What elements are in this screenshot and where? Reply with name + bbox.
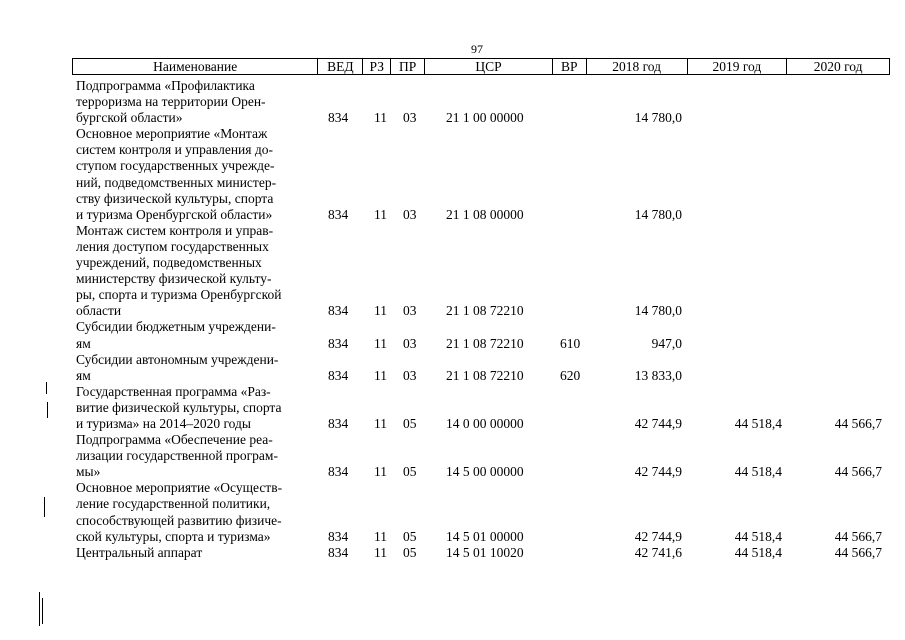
row-name-line: бургской области» [76, 110, 183, 126]
scan-mark [42, 598, 43, 624]
row-name-line: терроризма на территории Орен- [76, 94, 266, 110]
cell-csr: 14 0 00 00000 [446, 416, 524, 432]
row-values [76, 207, 890, 223]
cell-csr: 14 5 01 10020 [446, 544, 524, 560]
cell-rz: 11 [374, 528, 387, 544]
header-2020: 2020 год [813, 59, 863, 74]
table-row [76, 78, 890, 126]
cell-ved: 834 [328, 544, 349, 560]
cell-pr: 03 [403, 110, 417, 126]
row-name-line: Центральный аппарат [76, 544, 203, 560]
row-name-line: ний, подведомственных министер- [76, 174, 277, 190]
cell-ved: 834 [328, 110, 349, 126]
scan-mark [46, 382, 47, 394]
row-name-line: области [76, 303, 122, 319]
scan-mark [44, 497, 45, 517]
cell-rz: 11 [374, 464, 387, 480]
table-row [76, 319, 890, 351]
cell-y2019: 44 518,4 [734, 416, 782, 432]
cell-pr: 05 [403, 528, 417, 544]
cell-y2018: 42 744,9 [634, 528, 682, 544]
row-values [76, 368, 890, 384]
cell-pr: 05 [403, 416, 417, 432]
cell-y2018: 14 780,0 [634, 303, 682, 319]
cell-ved: 834 [328, 303, 349, 319]
row-name-line: Подпрограмма «Профилактика [76, 78, 255, 93]
table-row [76, 126, 890, 223]
row-name-line: Государственная программа «Раз- [76, 383, 271, 399]
row-name-line: ству физической культуры, спорта [76, 190, 274, 206]
row-values [76, 416, 890, 432]
cell-csr: 21 1 08 72210 [446, 367, 524, 383]
header-name: Наименование [73, 59, 318, 74]
cell-ved: 834 [328, 464, 349, 480]
cell-y2018: 13 833,0 [634, 367, 682, 383]
cell-y2019: 44 518,4 [734, 544, 782, 560]
cell-pr: 03 [403, 367, 417, 383]
cell-pr: 03 [403, 206, 417, 222]
cell-rz: 11 [374, 544, 387, 560]
cell-csr: 14 5 00 00000 [446, 464, 524, 480]
table-row [76, 384, 890, 432]
cell-pr: 05 [403, 544, 417, 560]
cell-y2019: 44 518,4 [734, 528, 782, 544]
row-name-line: лизации государственной програм- [76, 448, 278, 464]
cell-vr: 620 [560, 367, 581, 383]
row-name-line: Подпрограмма «Обеспечение реа- [76, 432, 273, 448]
row-name-line: и туризма Оренбургской области» [76, 206, 273, 222]
cell-ved: 834 [328, 528, 349, 544]
cell-csr: 14 5 01 00000 [446, 528, 524, 544]
cell-rz: 11 [374, 335, 387, 351]
row-values [76, 110, 890, 126]
row-values [76, 303, 890, 319]
cell-ved: 834 [328, 335, 349, 351]
cell-csr: 21 1 08 00000 [446, 206, 524, 222]
table-row [76, 352, 890, 384]
cell-y2020: 44 566,7 [834, 464, 882, 480]
header-ved: ВЕД [318, 59, 363, 74]
table-row [76, 545, 890, 561]
table-row [76, 432, 890, 480]
cell-rz: 11 [374, 303, 387, 319]
row-name-line: витие физической культуры, спорта [76, 399, 282, 415]
cell-rz: 11 [374, 206, 387, 222]
row-name-line: Субсидии автономным учреждени- [76, 351, 279, 367]
page-number: 97 [471, 42, 483, 56]
row-name-line: систем контроля и управления до- [76, 142, 273, 158]
cell-rz: 11 [374, 110, 387, 126]
cell-pr: 03 [403, 335, 417, 351]
cell-csr: 21 1 08 72210 [446, 335, 524, 351]
row-name-line: способствующей развитию физиче- [76, 512, 282, 528]
row-name-line: министерству физической культу- [76, 271, 272, 287]
row-name-line: Основное мероприятие «Монтаж [76, 126, 268, 142]
header-rz: РЗ [363, 59, 391, 74]
cell-rz: 11 [374, 367, 387, 383]
cell-ved: 834 [328, 367, 349, 383]
cell-y2020: 44 566,7 [834, 544, 882, 560]
row-values [76, 545, 890, 561]
row-name-line: мы» [76, 464, 101, 480]
cell-vr: 610 [560, 335, 581, 351]
row-values [76, 529, 890, 545]
header-2019: 2019 год [688, 59, 788, 74]
scan-mark [39, 592, 40, 626]
row-name-line: ям [76, 335, 91, 351]
header-vr: ВР [553, 59, 587, 74]
cell-y2018: 14 780,0 [634, 110, 682, 126]
row-name-line: ям [76, 367, 91, 383]
cell-y2020: 44 566,7 [834, 528, 882, 544]
row-name-line: ской культуры, спорта и туризма» [76, 528, 271, 544]
cell-pr: 03 [403, 303, 417, 319]
table-body [76, 78, 890, 561]
header-2018: 2018 год [587, 59, 688, 74]
cell-pr: 05 [403, 464, 417, 480]
cell-rz: 11 [374, 416, 387, 432]
header-pr: ПР [391, 59, 425, 74]
cell-y2018: 42 744,9 [634, 416, 682, 432]
cell-y2018: 42 744,9 [634, 464, 682, 480]
cell-csr: 21 1 00 00000 [446, 110, 524, 126]
row-name-line: ления доступом государственных [76, 238, 269, 254]
row-name-line: учреждений, подведомственных [76, 255, 262, 271]
table-header [72, 58, 890, 75]
cell-y2018: 42 741,6 [634, 544, 682, 560]
row-values [76, 464, 890, 480]
scan-mark [47, 402, 48, 418]
row-name-line: ры, спорта и туризма Оренбургской [76, 287, 282, 303]
row-name-line: ление государственной политики, [76, 496, 271, 512]
cell-y2018: 947,0 [651, 335, 682, 351]
header-csr: ЦСР [425, 59, 553, 74]
cell-y2019: 44 518,4 [734, 464, 782, 480]
cell-csr: 21 1 08 72210 [446, 303, 524, 319]
row-name-line: Монтаж систем контроля и управ- [76, 222, 274, 238]
row-values [76, 336, 890, 352]
row-name-line: и туризма» на 2014–2020 годы [76, 415, 251, 431]
row-name-line: Основное мероприятие «Осуществ- [76, 480, 283, 496]
row-name-line: ступом государственных учрежде- [76, 158, 275, 174]
cell-y2020: 44 566,7 [834, 416, 882, 432]
cell-ved: 834 [328, 206, 349, 222]
cell-ved: 834 [328, 416, 349, 432]
row-name-line: Субсидии бюджетным учреждени- [76, 319, 276, 335]
table-row [76, 480, 890, 544]
cell-y2018: 14 780,0 [634, 206, 682, 222]
table-row [76, 223, 890, 320]
